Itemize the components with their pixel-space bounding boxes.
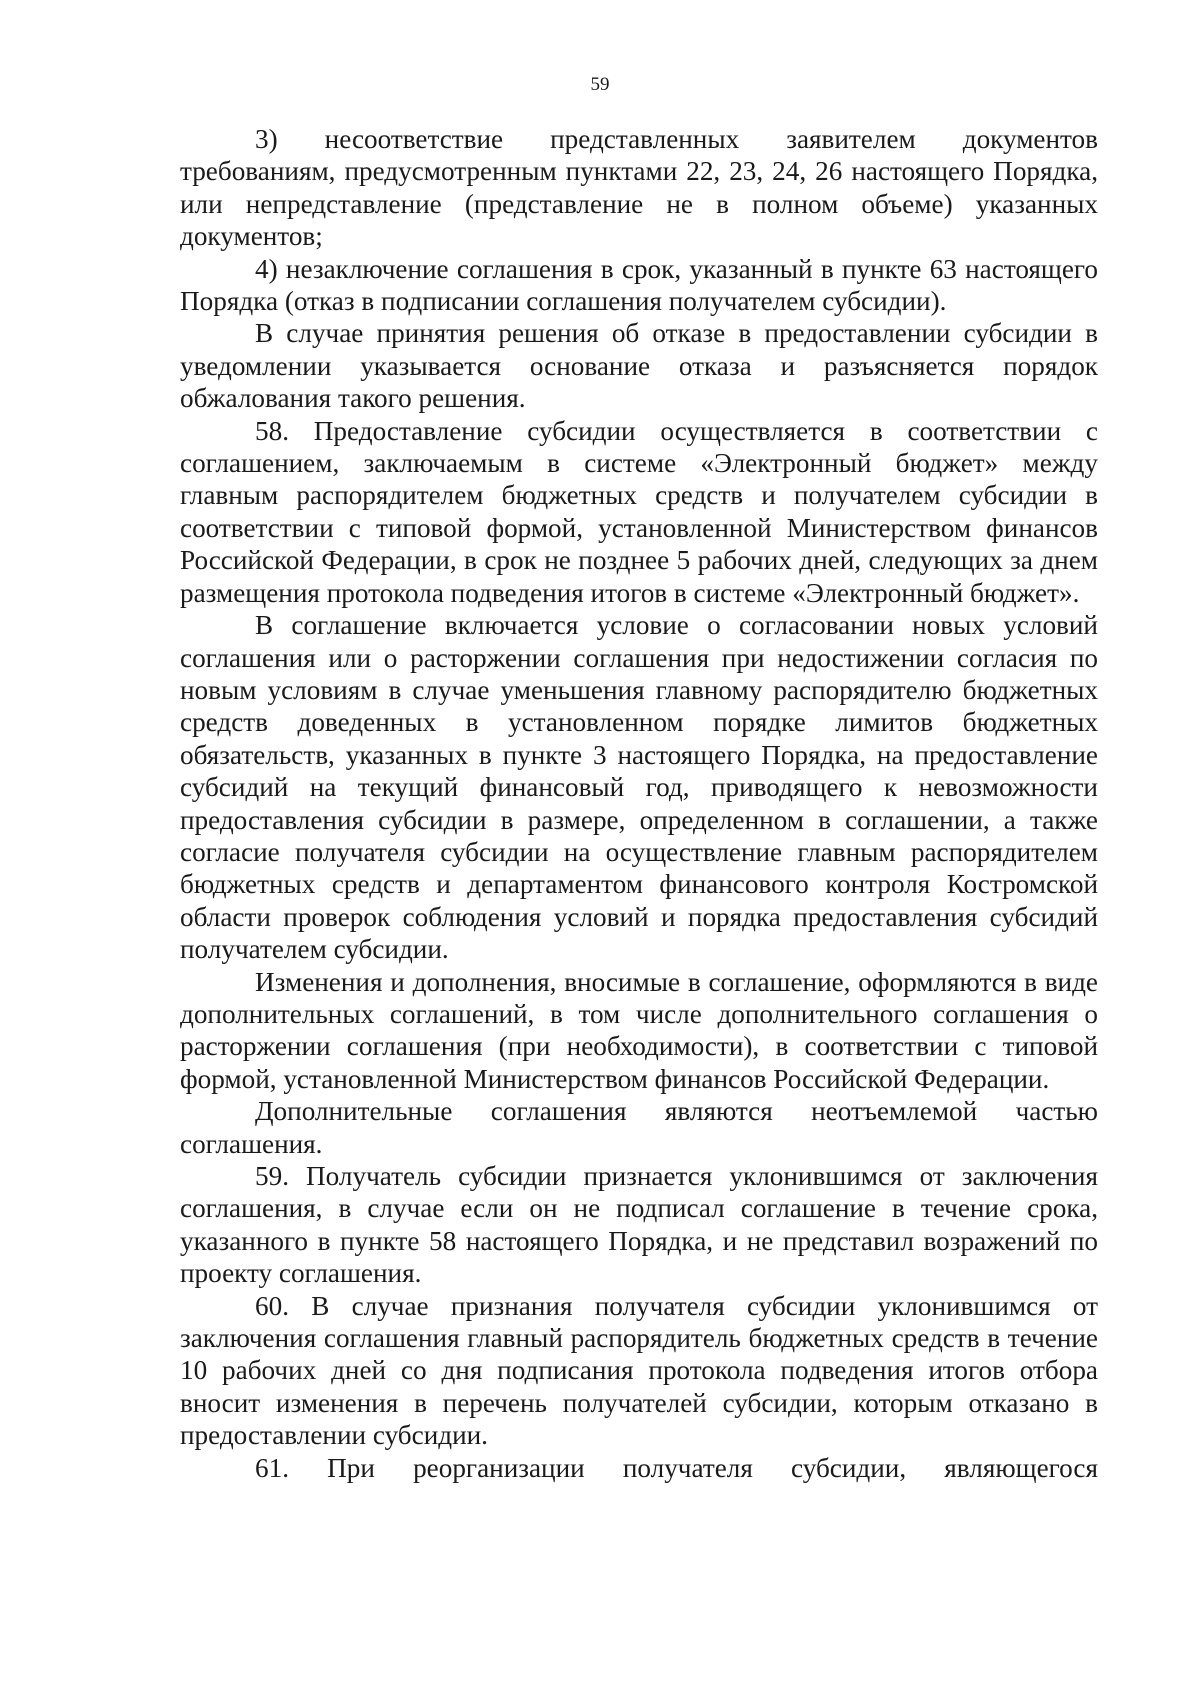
paragraph-item-4: 4) незаключение соглашения в срок, указанный в пункте 63 настоящего Порядка (отказ в подписании соглашения получателем субсидии). [180,253,1098,317]
paragraph-clause-61: 61. При реорганизации получателя субсидии, являющегося [255,1452,1098,1483]
paragraph-additional-agreements: Дополнительные соглашения являются неотъемлемой частью соглашения. [180,1096,1098,1159]
page-number: 59 [590,74,610,95]
paragraph-clause-59: 59. Получатель субсидии признается уклонившимся от заключения соглашения, в случае если он не подписал соглашение в течение срока, указанного в пункте 58 настоящего Порядка, и не представил возражений по проекту соглашения. [180,1161,1098,1289]
paragraph-amendments: Изменения и дополнения, вносимые в соглашение, оформляются в виде дополнительных соглашений, в том числе дополнительного соглашения о расторжении соглашения (при необходимости), в соответствии с типовой формой, установленной Министерством финансов Российской Федерации. [180,966,1098,1094]
paragraph-agreement-conditions: В соглашение включается условие о согласовании новых условий соглашения или о расторжении соглашения при недостижении согласия по новым условиям в случае уменьшения главному распорядителю бюджетных средств доведенных в установленном порядке лимитов бюджетных обязательств, указанных в пункте 3 настоящего Порядка, на предоставление субсидий на текущий финансовый год, приводящего к невозможности предоставления субсидии в размере, определенном в соглашении, а также согласие получателя субсидии на осуществление главным распорядителем бюджетных средств и департаментом финансового контроля Костромской области проверок соблюдения условий и порядка предоставления субсидий получателем субсидии. [180,610,1098,965]
paragraph-clause-58: 58. Предоставление субсидии осуществляется в соответствии с соглашением, заключаемым в системе «Электронный бюджет» между главным распорядителем бюджетных средств и получателем субсидии в соответствии с типовой формой, установленной Министерством финансов Российской Федерации, в срок не позднее 5 рабочих дней, следующих за днем размещения протокола подведения итогов в системе «Электронный бюджет». [180,415,1098,608]
paragraph-item-3: 3) несоответствие представленных заявителем документов требованиям, предусмотренным пунктами 22, 23, 24, 26 настоящего Порядка, или непредставление (представление не в полном объеме) указанных документов; [180,124,1098,252]
paragraph-refusal-grounds: В случае принятия решения об отказе в предоставлении субсидии в уведомлении указывается основание отказа и разъясняется порядок обжалования такого решения. [180,318,1098,414]
paragraph-clause-60: 60. В случае признания получателя субсидии уклонившимся от заключения соглашения главный распорядитель бюджетных средств в течение 10 рабочих дней со дня подписания протокола подведения итогов отбора вносит изменения в перечень получателей субсидии, которым отказано в предоставлении субсидии. [180,1290,1098,1451]
document-body [180,123,1098,1484]
